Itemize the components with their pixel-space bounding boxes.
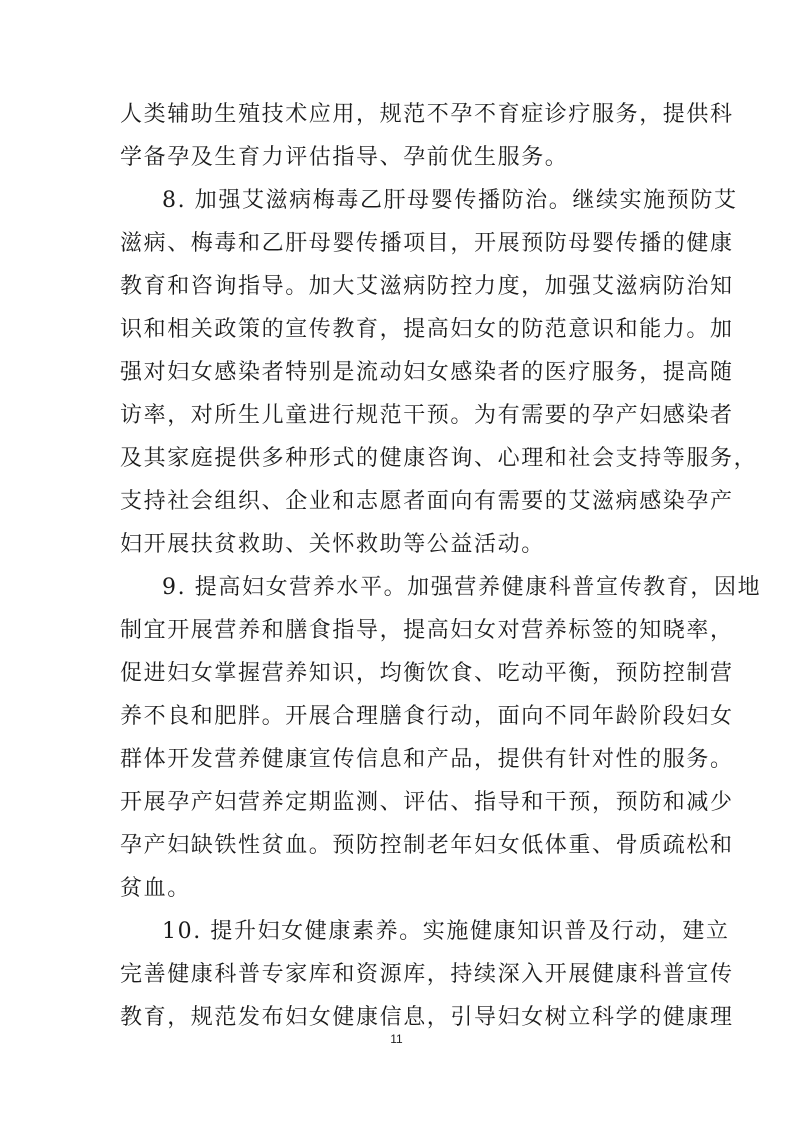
text-line: 孕产妇缺铁性贫血。预防控制老年妇女低体重、骨质疏松和 xyxy=(120,833,734,858)
text-line: 教育和咨询指导。加大艾滋病防控力度，加强艾滋病防治知 xyxy=(120,274,734,299)
text-line: 强对妇女感染者特别是流动妇女感染者的医疗服务，提高随 xyxy=(120,360,734,385)
section-9-heading-line: 9. 提高妇女营养水平。加强营养健康科普宣传教育，因地 xyxy=(162,575,762,600)
text-line: 贫血。 xyxy=(120,876,191,901)
text-line: 完善健康科普专家库和资源库，持续深入开展健康科普宣传 xyxy=(120,962,734,987)
text-line: 妇开展扶贫救助、关怀救助等公益活动。 xyxy=(120,532,545,557)
text-line: 支持社会组织、企业和志愿者面向有需要的艾滋病感染孕产 xyxy=(120,489,734,514)
text-line: 制宜开展营养和膳食指导，提高妇女对营养标签的知晓率， xyxy=(120,618,734,643)
text-line: 学备孕及生育力评估指导、孕前优生服务。 xyxy=(120,145,569,170)
text-line: 养不良和肥胖。开展合理膳食行动，面向不同年龄阶段妇女 xyxy=(120,704,734,729)
text-line: 人类辅助生殖技术应用，规范不孕不育症诊疗服务，提供科 xyxy=(120,102,734,127)
text-line: 滋病、梅毒和乙肝母婴传播项目，开展预防母婴传播的健康 xyxy=(120,231,734,256)
text-line: 群体开发营养健康宣传信息和产品，提供有针对性的服务。 xyxy=(120,747,734,772)
text-line: 教育，规范发布妇女健康信息，引导妇女树立科学的健康理 xyxy=(120,1005,734,1030)
text-line: 促进妇女掌握营养知识，均衡饮食、吃动平衡，预防控制营 xyxy=(120,661,734,686)
section-10-heading-line: 10. 提升妇女健康素养。实施健康知识普及行动，建立 xyxy=(162,919,730,944)
text-line: 识和相关政策的宣传教育，提高妇女的防范意识和能力。加 xyxy=(120,317,734,342)
text-line: 及其家庭提供多种形式的健康咨询、心理和社会支持等服务， xyxy=(120,446,758,471)
text-line: 开展孕产妇营养定期监测、评估、指导和干预，预防和减少 xyxy=(120,790,734,815)
section-8-heading-line: 8. 加强艾滋病梅毒乙肝母婴传播防治。继续实施预防艾 xyxy=(162,188,738,213)
page-number: 11 xyxy=(390,1032,403,1046)
text-line: 访率，对所生儿童进行规范干预。为有需要的孕产妇感染者 xyxy=(120,403,734,428)
